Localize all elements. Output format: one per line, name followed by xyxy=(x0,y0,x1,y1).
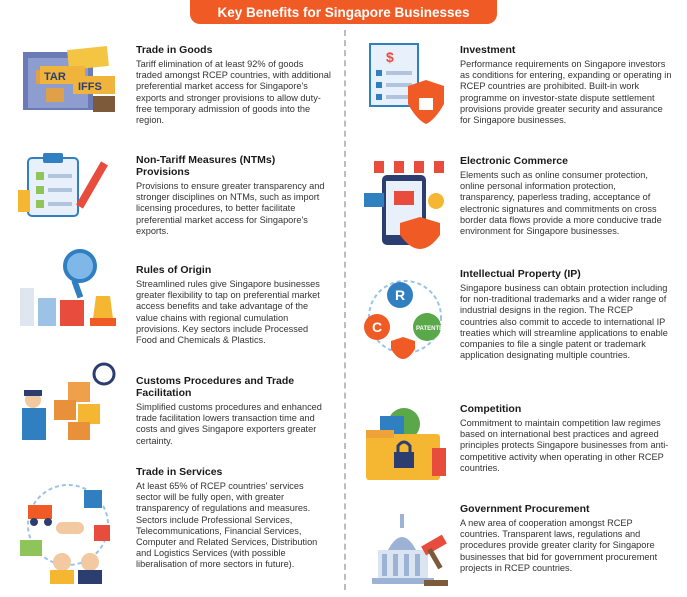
benefit-text: Elements such as online consumer protection, online personal information protection, transparency, paperless trading, acceptance of electronic signatures and commitments on cross border data flows provide a more conducive trade environment for Singapore businesses. xyxy=(460,170,662,237)
benefit-title: Non-Tariff Measures (NTMs) Provisions xyxy=(136,154,276,178)
page-title-banner xyxy=(190,0,497,24)
benefit-investment xyxy=(460,44,672,126)
benefit-rules-of-origin xyxy=(136,264,331,346)
svg-text:TAR: TAR xyxy=(44,71,66,83)
benefit-text: Commitment to maintain competition law regimes based on international best practices and agreed principles protects Singapore businesses from anti-competitive activity when operating in other RCEP countries. xyxy=(460,418,669,473)
patented-label: PATENTED xyxy=(416,326,448,332)
checklist-icon xyxy=(18,150,118,220)
column-divider xyxy=(344,30,346,590)
benefit-text: Singapore business can obtain protection including for non-traditional trademarks and a wider range of industrial designs in the region. The RCEP countries also commit to accede to international IP treaties which will streamline applications to enable companies to file a single patent or trademark application designating multiple countries. xyxy=(460,283,668,361)
benefit-competition xyxy=(460,403,672,474)
benefit-title: Investment xyxy=(460,44,516,56)
services-icon xyxy=(18,470,118,585)
investment-document-icon xyxy=(360,40,452,125)
benefit-text: A new area of cooperation amongst RCEP countries. Transparent laws, regulations and procedures provide greater clarity for Singapore businesses that bid for government procurement projects in RCEP countries. xyxy=(460,518,658,573)
benefit-title: Government Procurement xyxy=(460,503,590,515)
benefit-text: At least 65% of RCEP countries' services sector will be fully open, with greater transparency of regulations and measures. Sectors include Professional Services, Telecommunications, Financial Services, Computer and Related Services, Distribution and Logistics Services (with possible liberalisation of more sectors in future). xyxy=(136,481,318,570)
benefit-title: Rules of Origin xyxy=(136,264,212,276)
trademark-icon xyxy=(355,275,455,360)
benefit-non-tariff-measures xyxy=(136,154,331,237)
magnifier-lab-icon xyxy=(18,248,118,333)
benefit-customs-procedures xyxy=(136,375,331,447)
benefit-title: Customs Procedures and Trade Facilitation xyxy=(136,375,295,399)
benefit-trade-in-goods xyxy=(136,44,331,126)
government-building-icon xyxy=(360,510,455,590)
benefit-text: Provisions to ensure greater transparency and stronger disciplines on NTMs, such as import licensing procedures, to better facilitate preferential market access for Singapore's exports. xyxy=(136,181,325,236)
benefit-title: Competition xyxy=(460,403,522,415)
benefit-text: Streamlined rules give Singapore businesses greater flexibility to tap on preferential market access benefits and take advantage of the value chains with regional cumulation provisions. Key sectors include Processed Food and Chemicals & Plastics. xyxy=(136,279,320,346)
benefit-title: Electronic Commerce xyxy=(460,155,568,167)
page-title: Key Benefits for Singapore Businesses xyxy=(217,4,470,20)
svg-text:IFFS: IFFS xyxy=(78,81,102,93)
benefit-government-procurement xyxy=(460,503,672,574)
benefit-title: Trade in Goods xyxy=(136,44,213,56)
benefit-text: Simplified customs procedures and enhanced trade facilitation lowers transaction time and costs and gives Singapore exporters greater certainty. xyxy=(136,402,322,446)
registered-symbol: R xyxy=(395,287,406,303)
benefit-intellectual-property xyxy=(460,268,672,361)
copyright-symbol: C xyxy=(372,319,383,335)
benefit-electronic-commerce xyxy=(460,155,672,237)
dollar-sign: $ xyxy=(386,49,394,65)
benefit-text: Performance requirements on Singapore investors as conditions for entering, expanding or operating in RCEP countries are prohibited. Built-in work programme on investor-state dispute settlement provisions provide greater security and assurance for Singapore businesses. xyxy=(460,59,672,126)
benefit-title: Trade in Services xyxy=(136,466,223,478)
tariff-sign-icon xyxy=(18,40,118,120)
customs-officer-icon xyxy=(18,360,118,445)
benefit-trade-in-services xyxy=(136,466,331,571)
benefit-title: Intellectual Property (IP) xyxy=(460,268,581,280)
benefit-text: Tariff elimination of at least 92% of goods traded amongst RCEP countries, with additional preferential market access for Singapore's exports and stronger provisions to allow duty-free temporary admission of goods into the region. xyxy=(136,59,331,126)
competition-folder-icon xyxy=(360,400,455,485)
ecommerce-store-icon xyxy=(360,155,452,250)
